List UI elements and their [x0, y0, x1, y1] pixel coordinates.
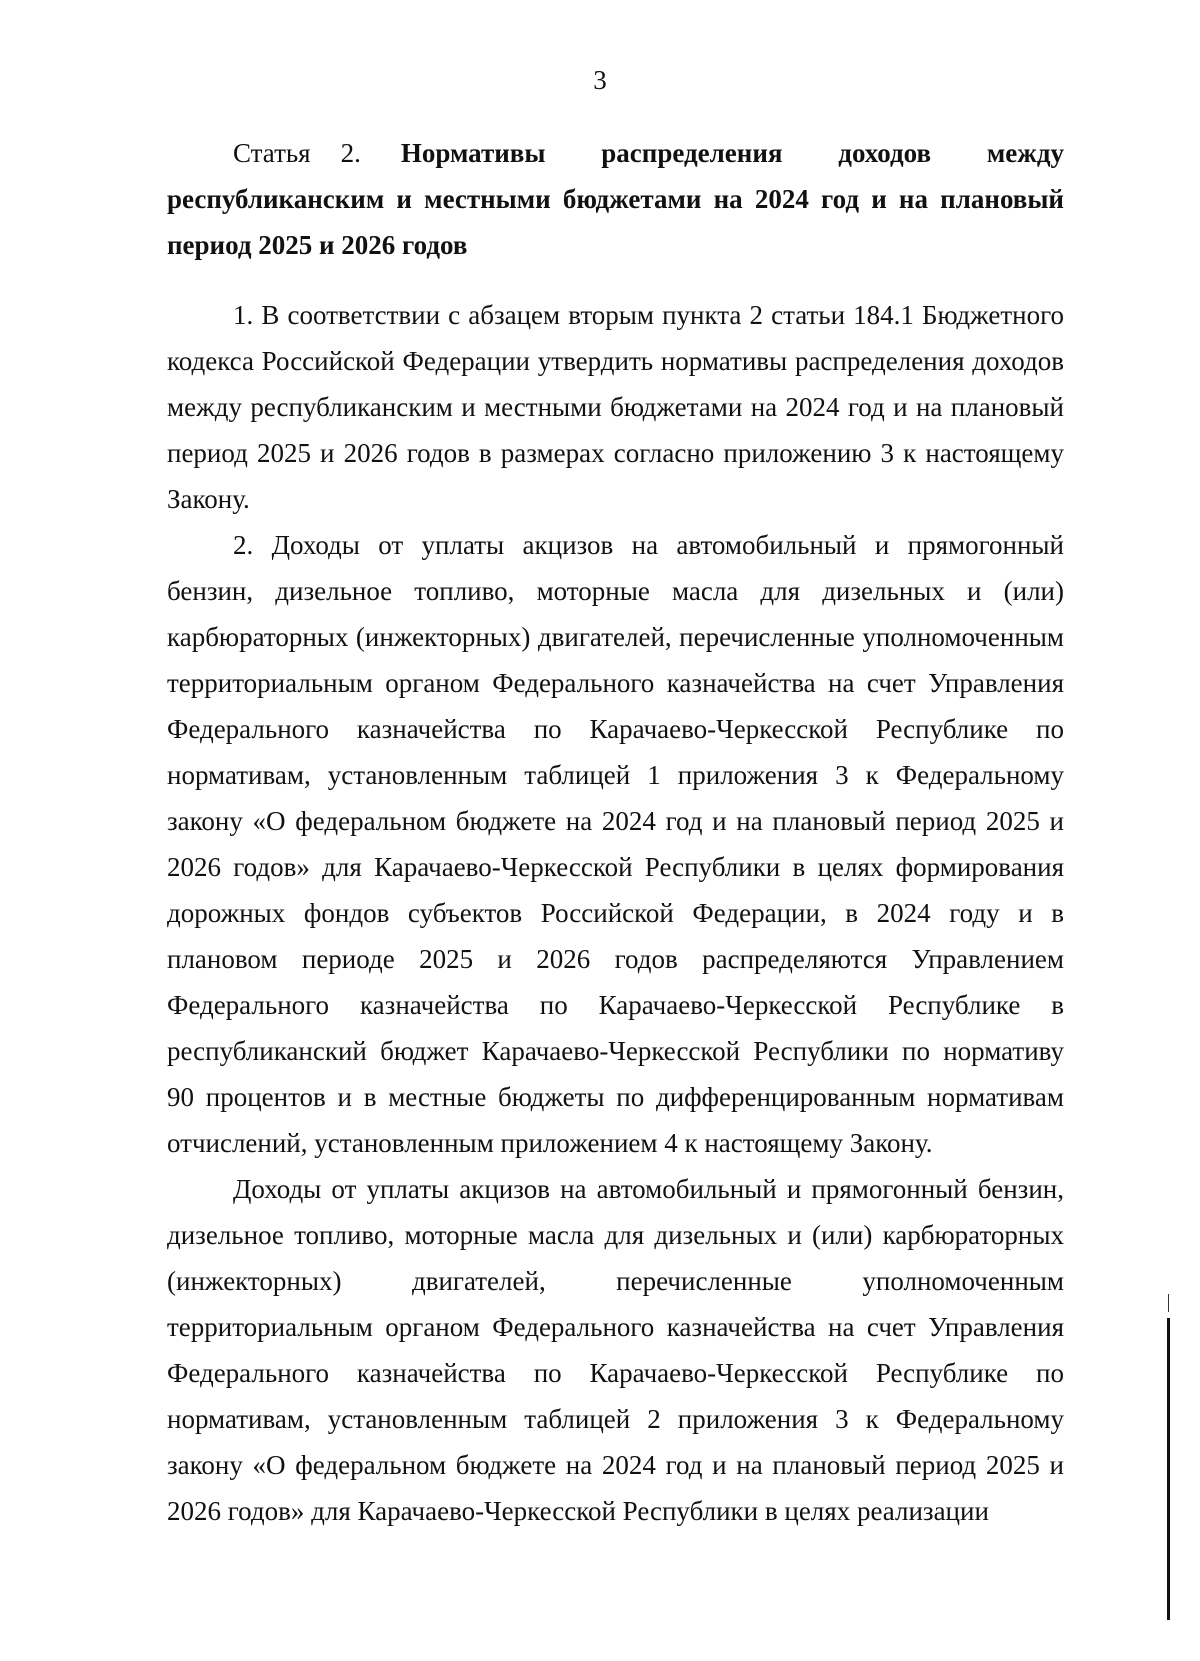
page-number: 3	[593, 65, 607, 95]
article-title: Нормативы распределения доходов между республиканским и местными бюджетами на 2024 год и на плановый период 2025 и 2026 годов	[167, 138, 1064, 260]
article-number: 2.	[340, 138, 361, 168]
scan-margin-mark	[1168, 1294, 1169, 1312]
paragraph-3: Доходы от уплаты акцизов на автомобильный и прямогонный бензин, дизельное топливо, моторные масла для дизельных и (или) карбюраторных (инжекторных) двигателей, перечисленные уполномоченным территориальным органом Федерального казначейства на счет Управления Федерального казначейства по Карачаево-Черкесской Республике по нормативам, установленным таблицей 2 приложения 3 к Федеральному закону «О федеральном бюджете на 2024 год и на плановый период 2025 и 2026 годов» для Карачаево-Черкесской Республики в целях реализации	[167, 1174, 1064, 1526]
scan-margin-line	[1167, 1318, 1170, 1620]
paragraph-2: 2. Доходы от уплаты акцизов на автомобильный и прямогонный бензин, дизельное топливо, моторные масла для дизельных и (или) карбюраторных (инжекторных) двигателей, перечисленные уполномоченным территориальным органом Федерального казначейства на счет Управления Федерального казначейства по Карачаево-Черкесской Республике по нормативам, установленным таблицей 1 приложения 3 к Федеральному закону «О федеральном бюджете на 2024 год и на плановый период 2025 и 2026 годов» для Карачаево-Черкесской Республики в целях формирования дорожных фондов субъектов Российской Федерации, в 2024 году и в плановом периоде 2025 и 2026 годов распределяются Управлением Федерального казначейства по Карачаево-Черкесской Республике в республиканский бюджет Карачаево-Черкесской Республики по нормативу 90 процентов и в местные бюджеты по дифференцированным нормативам отчислений, установленным приложением 4 к настоящему Закону.	[167, 530, 1064, 1158]
article-label: Статья	[233, 138, 311, 168]
spacer	[167, 268, 1064, 292]
article-heading	[167, 130, 1064, 268]
document-body	[167, 130, 1064, 1534]
paragraph-1: 1. В соответствии с абзацем вторым пункта 2 статьи 184.1 Бюджетного кодекса Российской Федерации утвердить нормативы распределения доходов между республиканским и местными бюджетами на 2024 год и на плановый период 2025 и 2026 годов в размерах согласно приложению 3 к настоящему Закону.	[167, 300, 1064, 514]
